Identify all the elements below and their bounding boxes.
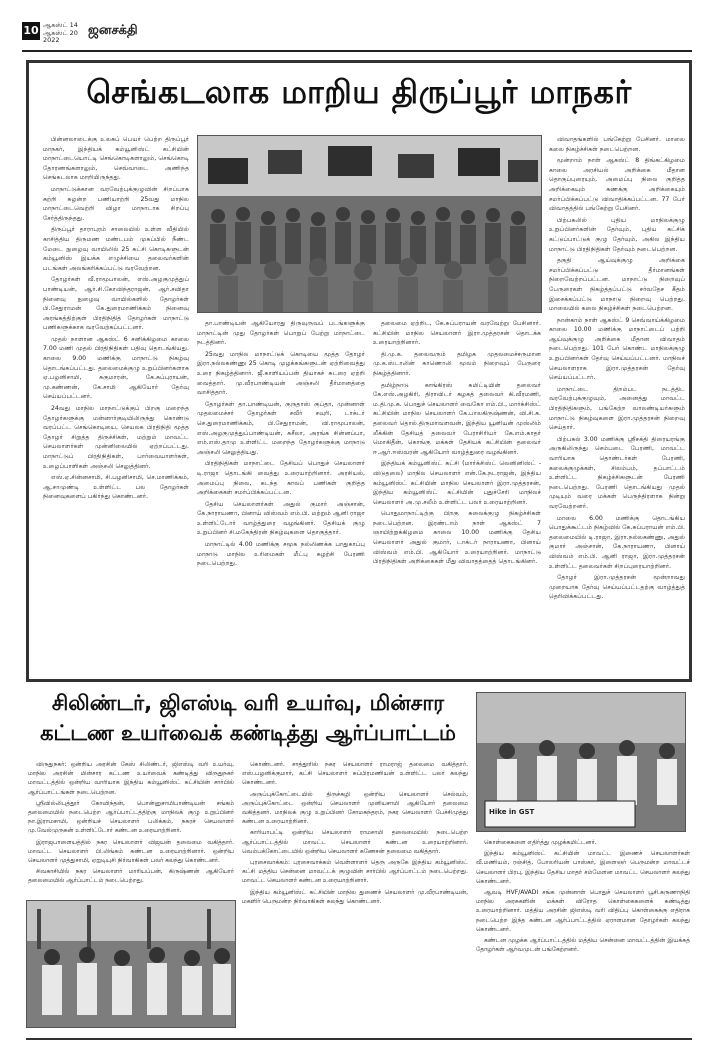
top-story-headline: செங்கடலாக மாறிய திருப்பூர் மாநகர் (86, 73, 632, 111)
protest-photo-right (476, 692, 686, 832)
bottom-rule (26, 1038, 692, 1040)
rally-photo (197, 135, 542, 313)
bottom-story-column-b: கொண்டனர். சாத்தூரில் நகர செயலாளர் ராமராஜ் தலைமை வகித்தார். எஸ்.பழனிக்குமார், கட்சி செயலாளர் சுப்பிரமணியன் உள்ளிட்ட பலர் கலந்து கொண்டனர். அருப்புக்கோட்டையில் திருச்சுழி ஒன்றிய செயலாளர் செல்வம், அருப்புக்கோட்டை ஒன்றிய செயலாளர் முனியசாமி ஆகியோர் தலைமை வகித்தனர். மாநிலக் குழு உறுப்பினர் சோமசுந்தரம், நகர செயலாளர் பேச்சிமுத்து கண்டன உரையாற்றினர். காரியாபட்டி ஒன்றிய செயலாளர் ராமசாமி தலைமையில் நடைபெற்ற ஆர்ப்பாட்டத்தில் மாவட்ட செயலாளர் கண்டன உரையாற்றினார். வெம்பக்கோட்டையில் ஒன்றிய செயலாளர் கணேசன் தலைமை வகித்தார். புரசைவாக்கம்: புரசைவாக்கம் வெள்ளாளர் தெரு அருகே இந்திய கம்யூனிஸ்ட் கட்சி மத்திய சென்னை மாவட்டக் குழுவின் சார்பில் ஆர்ப்பாட்டம் நடைபெற்றது. மாவட்ட செயலாளர் கண்டன உரையாற்றினார். இந்திய கம்யூனிஸ்ட் கட்சியின் மாநில துணைச் செயலாளர் மு.வீரபாண்டியன், மகளிர் பெருமன்ற நிர்வாகிகள் கலந்து கொண்டனர். (242, 761, 468, 905)
top-story-column-right: விவாதங்களில் பங்கேற்று பேசினர். மாலை கலை நிகழ்ச்சிகள் நடைபெற்றன. மூன்றாம் நாள் ஆகஸ்ட் 8 திங்கட்கிழமை காலை அரசியல் அறிக்கை மீதான தொகுப்புரையும், அமைப்பு நிலை குறித்த அறிக்கையும் கணக்கு அறிக்கையும் சமர்ப்பிக்கப்பட்டு விவாதிக்கப்பட்டன. 77 பேர் விவாதத்தில் பங்கேற்று பேசினர். பிற்பகலில் புதிய மாநிலக்குழு உறுப்பினர்களின் தேர்வும், புதிய கட்சிக் கட்டுப்பாட்டுக் குழு தேர்வும், அகில இந்திய மாநாட்டு பிரதிநிதிகள் தேர்வும் நடைபெற்றன. தகுதி ஆய்வுக்குழு அறிக்கை சமர்ப்பிக்கப்பட்டு தீர்மானங்கள் நிறைவேற்றப்பட்டன. மாநாட்டு நிறைவுப் பேருரைகள் நிகழ்த்தப்பட்டு சர்வதேச கீதம் இசைக்கப்பட்டு மாநாடு நிறைவு பெற்றது. மாலையில் கலை நிகழ்ச்சிகள் நடைபெற்றன. நான்காம் நாள் ஆகஸ்ட் 9 செவ்வாய்க்கிழமை காலை 10.00 மணிக்கு மாநாட்டைப் பற்றி ஆய்வுக்குழு அறிக்கை மீதான விவாதம் நடைபெற்றது. 101 பேர் கொண்ட மாநிலக்குழு உறுப்பினர்கள் தேர்வு செய்யப்பட்டனர். மாநிலச் செயலாளராக இரா.முத்தரசன் தேர்வு செய்யப்பட்டார். மாநாட்டை திறம்பட நடத்திட வரவேற்புக்குழுவும், அனைத்து மாவட்ட பிரதிநிதிகளும், பங்கேற்ற வாலண்டியர்களும் மாநாட்டு நிகழ்வுகளை இரா.முத்தரசன் நிறைவு செய்தார். பிற்பகல் 3.00 மணிக்கு ஸ்ரீசக்தி திரையரங்கு அருகிலிருந்து செம்படை பேரணி, மாவட்ட வாரியாக தொண்டர்கள் பேரணி, கலைக்குழுக்கள், சிலம்பம், தப்பாட்டம் உள்ளிட்ட நிகழ்ச்சிகளுடன் பேரணி நடைபெற்றது. பேரணி தொடங்கியது முதல் முடியும் வரை மக்கள் பெருந்திரளாக நின்று வரவேற்றனர். மாலை 6.00 மணிக்கு தொடங்கிய பொதுக்கூட்டம் நிகழ்வில் கே.சுப்பராயன் எம்.பி. தலைமையில் டி.ராஜா, இரா.நல்லகண்ணு, அதுல் குமார் அஞ்சான், கே.நாராயணா, பினாய் விஸ்வம் எம்.பி. ஆனி ராஜா, இரா.முத்தரசன் உள்ளிட்ட தலைவர்கள் சிறப்புரையாற்றினர். தோழர் இரா.முத்தரசன் மூன்றாவது முறையாக தேர்வு செய்யப்பட்டதற்கு வாழ்த்துத் தெரிவிக்கப்பட்டது. (549, 136, 685, 601)
page-number: 10 (22, 22, 40, 40)
top-story-frame (26, 60, 692, 682)
top-story-column-mid-b: தலைமை ஏற்றிட, கே.சுப்பராயன் வரவேற்று பேசினார். கட்சியின் மாநில செயலாளர் இரா.முத்தரசன் தொடக்க உரையாற்றினார். தி.மு.க. தலைவரும் தமிழக முதலமைச்சருமான மு.க.ஸ்டாலின் காணொலி மூலம் நிறைவுப் பேருரை நிகழ்த்தினார். தமிழ்நாடு காங்கிரஸ் கமிட்டியின் தலைவர் கே.எஸ்.அழகிரி, திராவிடர் கழகத் தலைவர் கி.வீரமணி, ம.தி.மு.க. பொதுச் செயலாளர் வைகோ எம்.பி., மார்க்சிஸ்ட் கட்சியின் மாநில செயலாளர் கே.பாலகிருஷ்ணன், வி.சி.க. தலைவர் தொல்.திருமாவளவன், இந்திய யூனியன் முஸ்லிம் லீக்கின் தேசியத் தலைவர் பேராசிரியர் கே.எம்.காதர் மொகிதீன், கொங்கு மக்கள் தேசியக் கட்சியின் தலைவர் ஈ.ஆர்.ஈஸ்வரன் ஆகியோர் வாழ்த்துரை வழங்கினர். இந்தியக் கம்யூனிஸ்ட் கட்சி (மார்க்சிஸ்ட் லெனினிஸ்ட் - விடுதலை) மாநில செயலாளர் என்.கே.நடராஜன், இந்திய கம்யூனிஸ்ட் கட்சியின் மாநில செயலாளர் இரா.முத்தரசன், இந்திய கம்யூனிஸ்ட் கட்சியின் புதுச்சேரி மாநிலச் செயலாளர் அ.மு.சலீம் உள்ளிட்ட பலர் உரையாற்றினர். பொதுமாநாட்டிற்கு பிறகு கலைக்குழு நிகழ்ச்சிகள் நடைபெற்றன. இரண்டாம் நாள் ஆகஸ்ட் 7 ஞாயிற்றுக்கிழமை காலை 10.00 மணிக்கு தேசிய செயலாளர் அதுல் குமார், டாக்டர் நாராயணா, பினாய் விஸ்வம் எம்.பி. ஆகியோர் உரையாற்றினர். மாநாட்டு பிரதிநிதிகள் அறிக்கைகள் மீது விவாதத்தைத் தொடங்கினர். (373, 320, 541, 566)
bottom-story-headline: சிலிண்டர், ஜிஎஸ்டி வரி உயர்வு, மின்சார கட்டண உயர்வைக் கண்டித்து ஆர்ப்பாட்டம் (40, 691, 456, 745)
top-story-column-left: பின்னலாடைக்கு உலகப் பெயர் பெற்ற திருப்பூர் மாநகர், இந்தியக் கம்யூனிஸ்ட் கட்சியின் மாநாட்டையொட்டி செங்கொடிகளாலும், செங்கொடி தோரணங்களாலும், செவ்வாடை அணிந்த செங்கடலாக மாறியிருந்தது. மாநாட்டுக்கான வரவேற்புக்குழுவின் சிறப்பாக சுற்றி சுழன்ற பணியாற்றி 25வது மாநில மாநாட்டைவெற்றி விழா மாநாடாக சிறப்பு சேர்த்திருந்தது. திருப்பூர் தாராபுரம் சாலையில் உள்ள வீதியில் காசித்திய திருமண மண்டபம் முகப்பில் நீண்ட மேடை நுழைவு வாயிலில் 25 கட்சி கொடிகளுடன் கம்யூனிஸ் இயக்க எழுச்சியை தலைவர்களின் படங்கள் அலங்கரிக்கப்பட்டு வரவேற்றன. தோழர்கள் வீ.ராமூபாலன், எஸ்.அழகுமுத்துப் பாண்டியன், ஆர்.சி.கோவிந்தராஜன், ஆர்.சவிதா நினைவு நுழைவு வாயில்களில் தோழர்கள் பி.சேதுராமன் கே.துரைமாணிக்கம் நினைவு அரங்கத்திற்குள் பிரதிநிதித் தோழர்கள் மாநாட்டு பணிகளுக்காக வரவேற்கப்பட்டனர். முதல் நாளான ஆகஸ்ட் 6 சனிக்கிழமை காலை 7.00 மணி முதல் பிரதிநிதிகள் பதிவு தொடங்கியது. காலை 9.00 மணிக்கு மாநாட்டு நிகழ்வு தொடங்கப்பட்டது. தலைமைக்குழு உறுப்பினர்களாக ஏ.பழனிசாமி, சுகுமாரன், கே.சுப்புராயன், மு.கண்ணன், கே.சாமி ஆகியோர் தேர்வு செய்யப்பட்டனர். 24வது மாநில மாநாட்டுக்குப் பிறகு மறைந்த தோழர்களுக்கு மன்னார்குடியிலிருந்து கொண்டு வரப்பட்ட செங்கொடியை, செயலக பிரதிநிதி மூத்த தோழர் சிறுத்த திருச்சிகள், மற்றும் மாவட்ட செயலாளர்கள் முன்னிலையில் ஏற்றப்பட்டது. மாநாட்டுப் பிரதிநிதிகள், பார்வையாளர்கள், உழைப்பாளிகள் அஞ்சலி செலுத்தினர். எஸ்.ஏ.சின்னசாமி, சி.பழனிசாமி, செ.மாணிக்கம், ஆ.சாமுண்டி உள்ளிட்ட பல தோழர்கள் நினைவுகளைப் பகிர்ந்து கொண்டனர். (43, 136, 189, 501)
top-story-column-mid-a: தா.பாண்டியன் ஆகியோரது திருவுருவப் படங்களுக்கு மாநாட்டின் முது தோழர்கள் பொறுப் பேற்று மாநாட்டை நடத்தினர். 25வது மாநில மாநாட்டுக் கொடியை மூத்த தோழர் இரா.நல்லகண்ணு 25 கொடி முழக்கங்களுடன் ஏற்றிவைத்து உரை நிகழ்த்தினார். ஜீ.காளியப்பன் தியாகச் சுடரை ஏற்றி வைத்தார். மு.வீரபாண்டியன் அஞ்சலி தீர்மானத்தை வாசித்தார். தோழர்கள் தா.பாண்டியன், குருதாஸ் குப்தா, முன்னாள் முதலமைச்சர் தோழர்கள் சவீர் சவுரி, டாக்டர் செ.துரைமாணிக்கம், பி.சேதுராமன், வி.ராமூபாலன், எஸ்.அழகுமுத்துப்பாண்டியன், சுசீலா, அரங்க சின்னப்பா, எம்.எஸ்.தாமு உள்ளிட்ட மறைந்த தோழர்களுக்கு மாநாடு அஞ்சலி செலுத்தியது. பிரதிநிதிகள் மாநாட்டை தேசியப் பொதுச் செயலாளர் டி.ராஜா தொடங்கி வைத்து உரையாற்றினார். அரசியல், அமைப்பு நிலை, கடந்த காலப் பணிகள் குறித்த அறிக்கைகள் சமர்ப்பிக்கப்பட்டன. தேசிய செயலாளர்கள் அதுல் குமார் அஞ்சான், கே.நாராயணா, பினாய் விஸ்வம் எம்.பி. மற்றும் ஆனி ராஜா உள்ளிட்டோர் வாழ்த்துரை வழங்கினர். தேசியக் குழு உறுப்பினர் சி.மகேந்திரன் நிகழ்வுகளை தொகுத்தார். மாநாட்டில் 4.00 மணிக்கு சமூக நல்லிணக்க பாதுகாப்பு மாநாடு மாநில உரிமைகள் மீட்பு சுழற்சி பேரணி நடைபெற்றது. (197, 320, 365, 568)
bottom-story-column-a: விருதுநகர்: ஒன்றிய அரசின் கேஸ் சிலிண்டர், ஜிஎஸ்டி வரி உயர்வு, மாநில அரசின் மின்சார கட்டண உயர்வைக் கண்டித்து விருதுநகர் மாவட்டத்தில் ஒன்றிய வாரியாக இந்திய கம்யூனிஸ்ட் கட்சியின் சார்பில் ஆர்ப்பாட்டங்கள் நடைபெற்றன. ஸ்ரீவில்லிபுத்தூர் கோவிந்தன், பொன்னுசாமிபாண்டியன் சங்கம் தலைமையில் நடைபெற்ற ஆர்ப்பாட்டத்திற்கு மாநிலக் குழு உறுப்பினர் நா.இராமசாமி, ஒன்றியச் செயலாளர் பலிக்கம், நகரச் செயலாளர் மு.வேல்முருகன் உள்ளிட்டோர் கண்டன உரையாற்றினர். இராஜபாளையத்தில் நகர செயலாளர் விஜயன் தலைமை வகித்தார். மாவட்ட செயலாளர் பி.லிங்கம் கண்டன உரையாற்றினார். ஒன்றிய செயலாளர் முத்துசாமி, ஏஐடியுசி நிர்வாகிகள் பலர் கலந்து கொண்டனர். சிவகாசியில் நகர செயலாளர் மாரியப்பன், கிருஷ்ணன் ஆகியோர் தலைமையில் ஆர்ப்பாட்டம் நடைபெற்றது. (28, 761, 234, 885)
protest-illustration-left (27, 901, 236, 1028)
protest-banner-text: Hike in GST (489, 808, 535, 816)
issue-date: ஆகஸ்ட் 14 ஆகஸ்ட் 20 2022 (43, 21, 78, 44)
paper-name: ஜனசக்தி (88, 23, 138, 38)
rally-crowd-illustration (198, 136, 542, 313)
protest-photo-left (26, 900, 236, 1028)
bottom-story-column-c: கொள்கைகளை எதிர்த்து முழக்கமிட்டனர். இந்திய கம்யூனிஸ்ட் கட்சியின் மாவட்ட இணைச் செயலாளர்கள் வீ.மணியம், ரஞ்சித், போலரியன் பாஸ்கர், இளைஞர் பெருமன்ற மாவட்டச் செயலாளர் பிரபு, இந்திய தேசிய மாதர் சம்மேளன மாவட்ட செயலாளர் கலந்து கொண்டனர். ஆவடி HVF/AVADI சங்க முன்னாள் பொதுச் செயலாளர் பூசி.கருணாநிதி மாநில அரசுகளின் மக்கள் விரோத கொள்கைகளைக் கண்டித்து உரையாற்றினார். மத்திய அரசின் ஜிஎஸ்டி வரி விதிப்பு கொள்கைக்கு எதிராக நடைபெற்ற இந்த கண்டன ஆர்ப்பாட்டத்தில் ஏராளமான தோழர்கள் கலந்து கொண்டனர். கண்டன முழக்க ஆர்ப்பாட்டத்தில் மத்திய சென்னை மாவட்டத்தின் இயக்கத் தோழர்கள் ஆர்வமுடன் பங்கேற்றனர். (476, 839, 690, 954)
masthead (22, 22, 692, 52)
